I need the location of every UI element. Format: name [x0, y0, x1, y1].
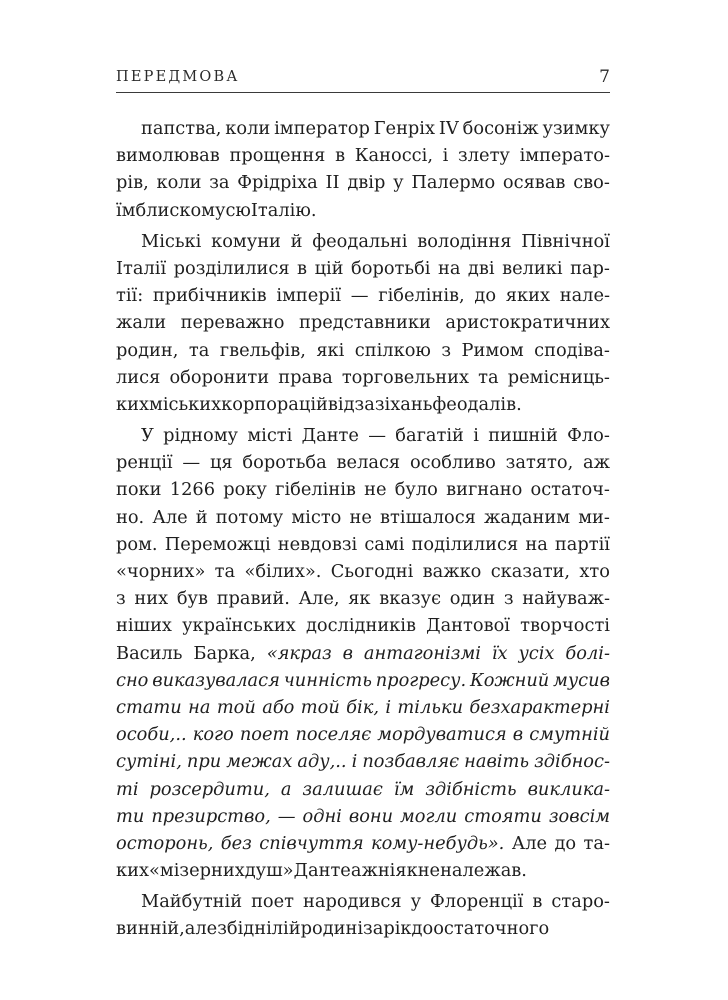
text-line: Майбутній поет народився у Флоренції в старо-	[141, 891, 610, 913]
text-line: стати на той або той бік, і тільки безхарактерні	[116, 696, 610, 718]
text-line: лися оборонити права торговельних та ремісниць-	[116, 366, 610, 388]
text-line: родин, та гвельфів, які спілкою з Римом сподіва-	[116, 339, 610, 361]
body-text	[116, 115, 610, 943]
text-line: ренції — ця боротьба велася особливо затято, аж	[116, 452, 610, 474]
text-line: ром. Переможці невдовзі самі поділилися на партії	[116, 533, 610, 555]
text-line: тії: прибічників імперії — гібелінів, до яких нале-	[116, 285, 610, 307]
text-line: «чорних» та «білих». Сьогодні важко сказати, хто	[116, 561, 610, 582]
text-line: сно виказувалася чинність прогресу. Кожний мусив	[116, 669, 610, 691]
section-title: ПЕРЕДМОВА	[116, 69, 240, 85]
text-line: вимолював прощення в Каноссі, і злету імперато-	[116, 145, 610, 167]
running-head	[116, 66, 610, 92]
text-line: ніших українських дослідників Дантової творчості	[116, 615, 610, 637]
text-line: рів, коли за Фрідріха II двір у Палермо осявав сво-	[116, 172, 610, 194]
header-rule	[116, 92, 610, 93]
text-line: особи,.. кого поет поселяє мордуватися в смутній	[116, 724, 610, 746]
text-line: з них був правий. Але, як вказує один з найуваж-	[116, 588, 610, 610]
text-line: винній, але збіднілій родині за рік до остаточного	[116, 918, 550, 940]
text-line: жали переважно представники аристократичних	[116, 312, 610, 334]
text-line: ти презирство, — одні вони могли стояти зовсім	[116, 805, 610, 827]
text-line: осторонь, без співчуття кому-небудь». Але до та-	[116, 832, 610, 854]
text-line: ких міських корпорацій від зазіхань феодалів.	[116, 393, 522, 415]
text-line: ких «мізерних душ» Данте аж ніяк не належав.	[116, 860, 527, 882]
page-number: 7	[599, 67, 610, 87]
text-line: Італії розділилися в цій боротьбі на дві великі пар-	[116, 257, 610, 279]
text-line: їм блиском усю Італію.	[116, 199, 317, 221]
text-line: но. Але й потому місто не втішалося жаданим ми-	[116, 506, 610, 528]
text-line: ті розсердити, а залишає їм здібність виклика-	[116, 778, 610, 800]
text-line: Міські комуни й феодальні володіння Північної	[141, 230, 610, 252]
text-line: папства, коли імператор Генріх IV босоніж узимку	[141, 118, 610, 139]
text-line: сутіні, при межах аду,.. і позбавляє навіть здібнос-	[116, 751, 610, 773]
text-line: У рідному місті Данте — багатій і пишній Фло-	[141, 425, 610, 447]
text-line: Василь Барка, «якраз в антагонізмі їх усіх болі-	[116, 642, 610, 664]
text-line: поки 1266 року гібелінів не було вигнано остаточ-	[116, 479, 610, 501]
